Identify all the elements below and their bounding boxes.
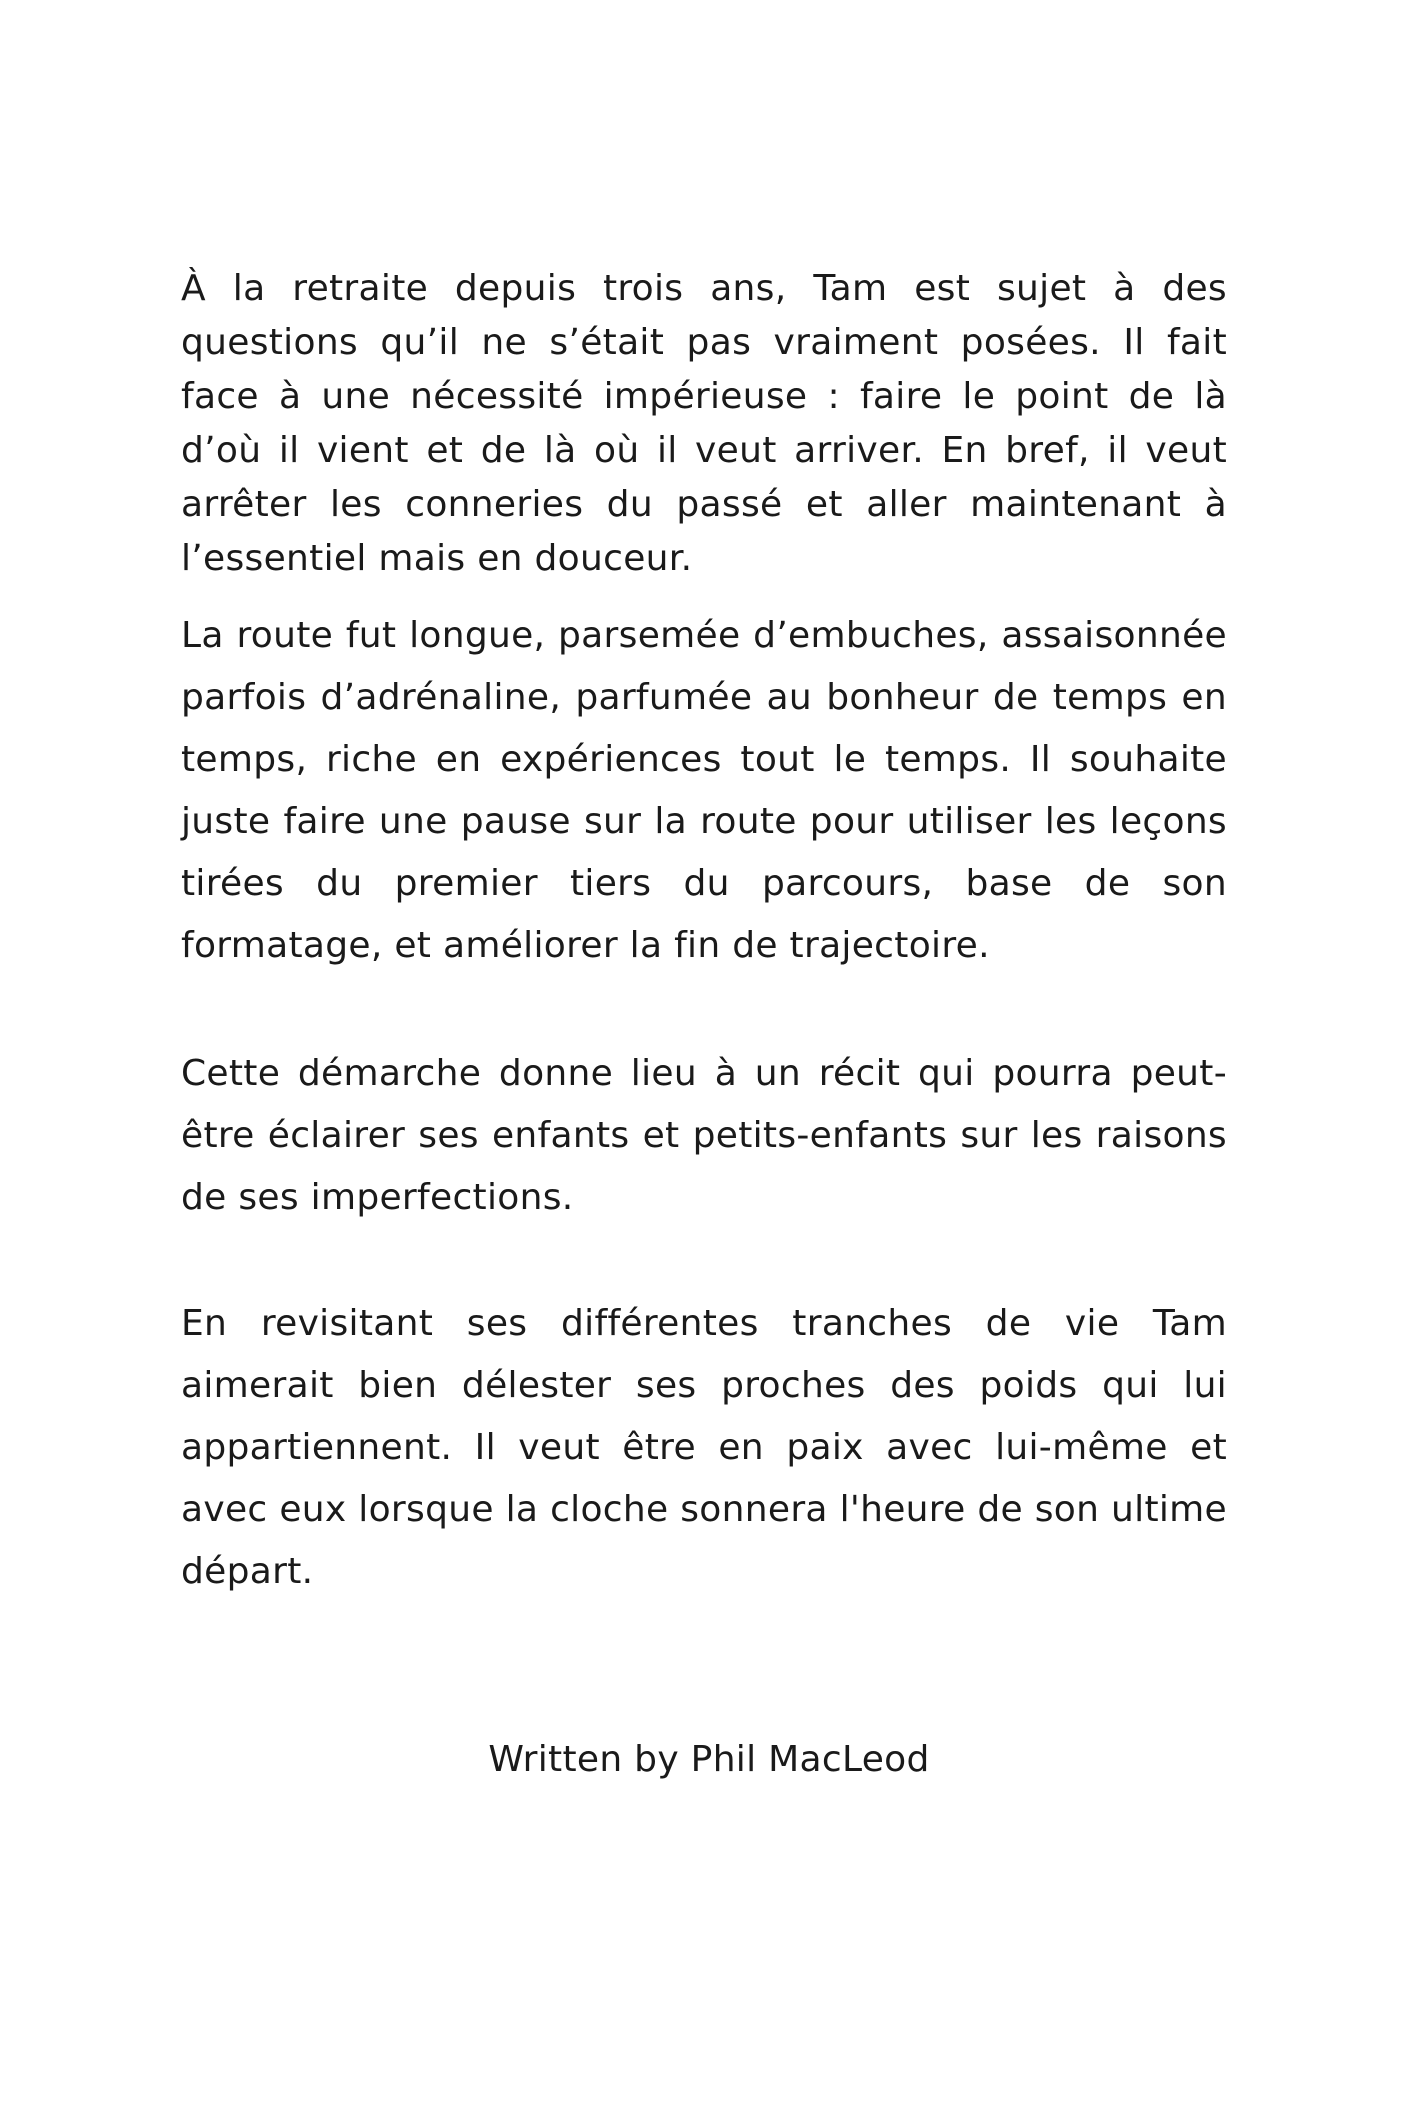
- author-credit: Written by Phil MacLeod: [488, 1739, 930, 1780]
- body-paragraph-journey: La route fut longue, parsemée d’embuches, assaisonnée parfois d’adrénaline, parfumée au bonheur de temps en temps, riche en expériences tout le temps. Il souhaite juste faire une pause sur la route pour utiliser les leçons tirées du premier tiers du parcours, base de son formatage, et améliorer la fin de trajectoire.: [181, 615, 1227, 966]
- body-paragraph-narrative: Cette démarche donne lieu à un récit qui pourra peut-être éclairer ses enfants et petits-enfants sur les raisons de ses imperfections.: [181, 1053, 1227, 1218]
- body-paragraph-peace: En revisitant ses différentes tranches de vie Tam aimerait bien délester ses proches des poids qui lui appartiennent. Il veut être en paix avec lui-même et avec eux lorsque la cloche sonnera l'heure de son ultime départ.: [181, 1303, 1227, 1592]
- body-paragraph-retirement: À la retraite depuis trois ans, Tam est sujet à des questions qu’il ne s’était pas vraiment posées. Il fait face à une nécessité impérieuse : faire le point de là d’où il vient et de là où il veut arriver. En bref, il veut arrêter les conneries du passé et aller maintenant à l’essentiel mais en douceur.: [181, 268, 1227, 579]
